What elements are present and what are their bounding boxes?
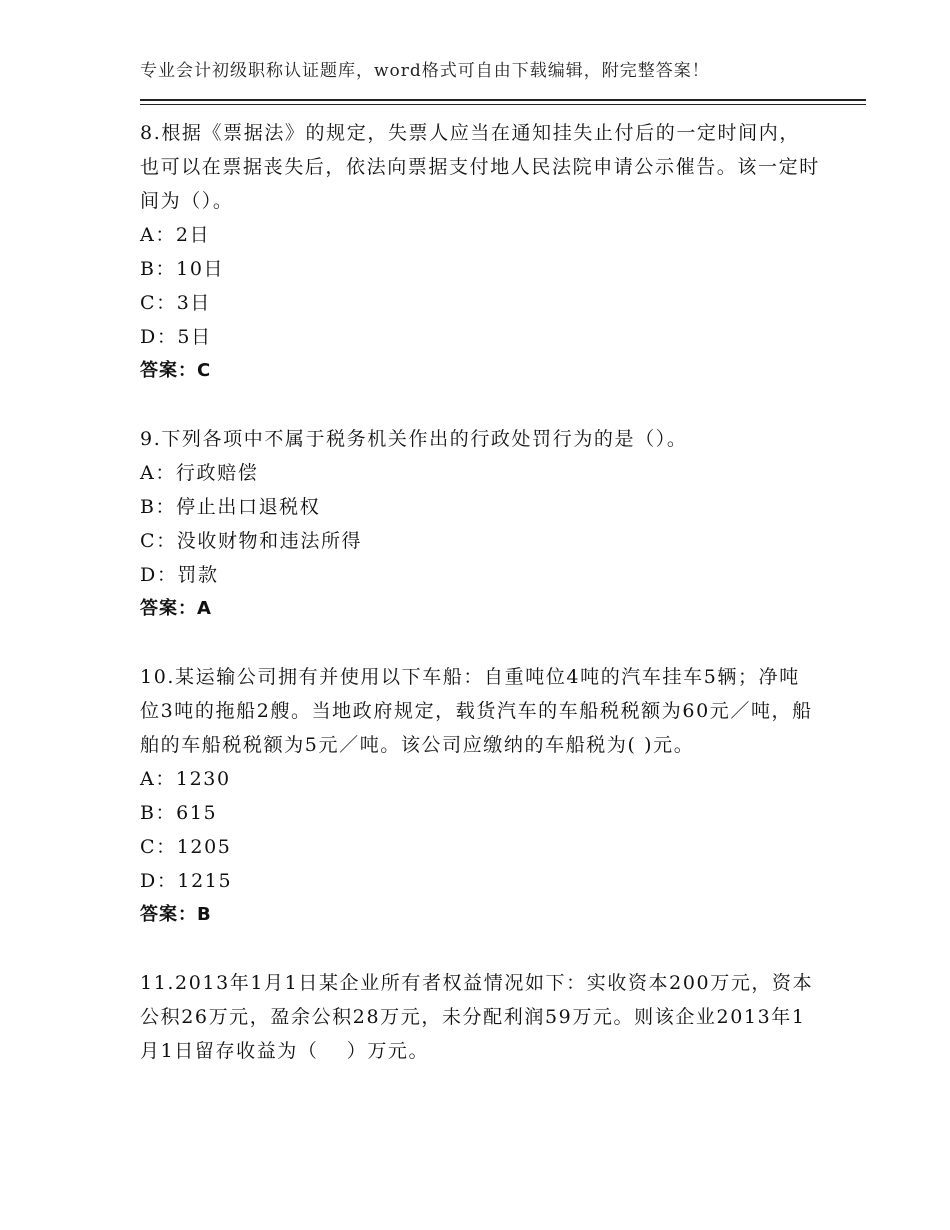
option-d: D：1215 [140,870,233,892]
option-c: C：没收财物和违法所得 [140,530,363,552]
option-b: B：10日 [140,258,225,280]
option-c: C：3日 [140,292,212,314]
question-text: 9.下列各项中不属于税务机关作出的行政处罚行为的是（）。 [140,428,688,450]
question-text: 8.根据《票据法》的规定，失票人应当在通知挂失止付后的一定时间内，也可以在票据丧失后，依法向票据支付地人民法院申请公示催告。该一定时间为（）。 [140,122,820,212]
option-d: D：罚款 [140,564,219,586]
question-text: 11.2013年1月1日某企业所有者权益情况如下：实收资本200万元，资本公积26万元，盈余公积28万元，未分配利润59万元。则该企业2013年1月1日留存收益为（ ）万元。 [140,972,814,1062]
answer-label: 答案：B [140,904,212,925]
option-b: B：停止出口退税权 [140,496,321,518]
option-d: D：5日 [140,326,212,348]
question-10 [140,660,820,932]
question-9 [140,422,820,626]
option-a: A：行政赔偿 [140,462,259,484]
header-rule-thick [140,99,866,101]
option-a: A：2日 [140,224,211,246]
option-b: B：615 [140,802,218,824]
question-11 [140,966,820,1068]
answer-label: 答案：A [140,598,212,619]
option-a: A：1230 [140,768,231,790]
question-text: 10.某运输公司拥有并使用以下车船：自重吨位4吨的汽车挂车5辆；净吨位3吨的拖船2艘。当地政府规定，载货汽车的车船税税额为60元／吨，船舶的车船税税额为5元／吨。该公司应缴纳的车船税为( )元。 [140,666,813,756]
page-header: 专业会计初级职称认证题库，word格式可自由下载编辑，附完整答案！ [140,61,710,81]
answer-label: 答案：C [140,360,212,381]
header-rule-thin [140,104,866,105]
option-c: C：1205 [140,836,232,858]
question-8 [140,116,820,388]
question-list [140,116,820,1068]
